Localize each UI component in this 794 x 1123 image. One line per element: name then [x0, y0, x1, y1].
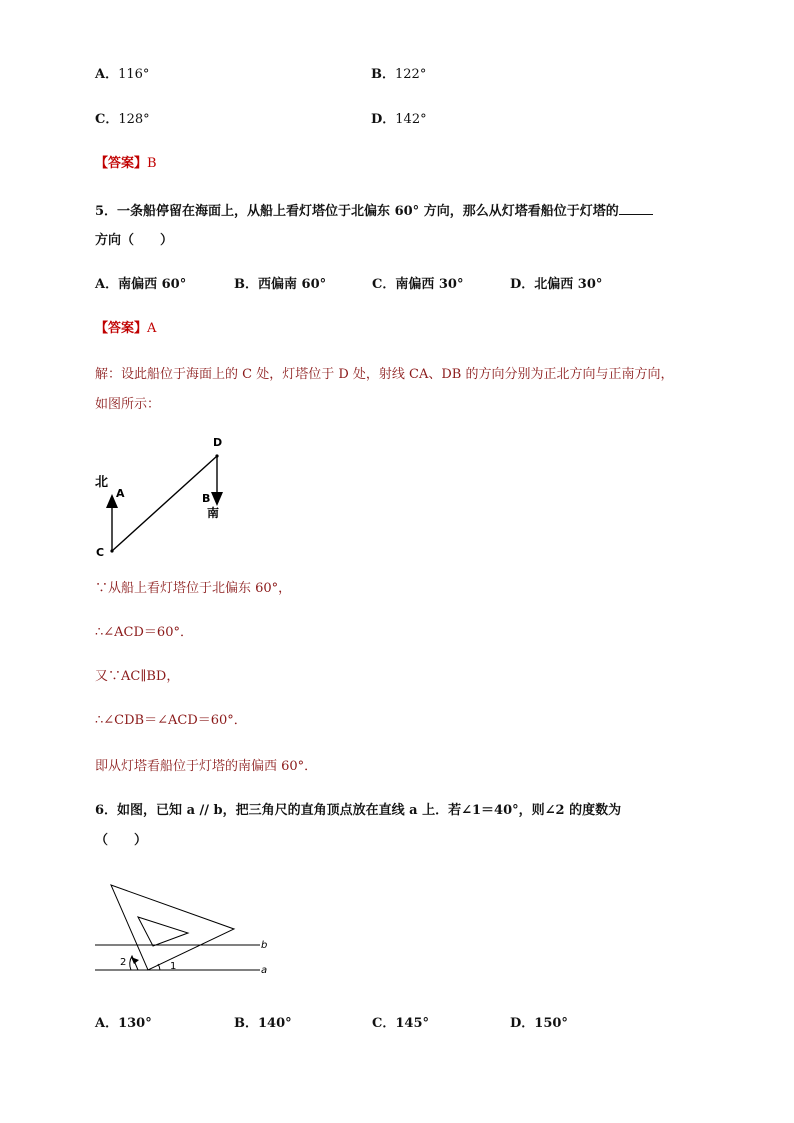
q5-option-c: C．南偏西 30°	[372, 277, 464, 292]
triangle-ruler-inner	[138, 917, 188, 946]
q5-stem-line2: 方向（ ）	[95, 233, 174, 248]
angle-2-arrow-icon	[131, 957, 139, 964]
q4-answer: 【答案】B	[95, 156, 157, 171]
q5-option-d: D．北偏西 30°	[510, 277, 603, 292]
label-a: a	[261, 965, 268, 976]
q5-option-b: B．西偏南 60°	[234, 277, 327, 292]
q6-stem-line2: （ ）	[95, 833, 148, 848]
south-arrow-icon	[211, 492, 223, 506]
q6-triangle-ruler-figure	[90, 875, 290, 985]
label-a: A	[116, 487, 125, 500]
q6-option-c: C．145°	[372, 1016, 429, 1031]
q6-option-d: D．150°	[510, 1016, 568, 1031]
q5-step-3: 又∵AC∥BD，	[95, 669, 180, 684]
q4-option-b: B．122°	[371, 67, 427, 82]
point-c	[110, 549, 113, 552]
q4-option-a: A．116°	[95, 67, 150, 82]
angle-1-label: 1	[170, 961, 177, 972]
q5-step-4: ∴∠CDB＝∠ACD＝60°．	[95, 713, 247, 728]
q4-option-c: C．128°	[95, 112, 150, 127]
q5-step-1: ∵从船上看灯塔位于北偏东 60°，	[95, 581, 292, 596]
triangle-ruler-outer	[111, 885, 234, 970]
q5-step-5: 即从灯塔看船位于灯塔的南偏西 60°．	[95, 759, 318, 774]
q5-stem-line1: 5．一条船停留在海面上，从船上看灯塔位于北偏东 60° 方向，那么从灯塔看船位于灯塔的	[95, 201, 653, 221]
q5-answer-blank	[619, 201, 653, 215]
q5-answer: 【答案】A	[95, 321, 157, 336]
north-label: 北	[95, 475, 109, 490]
q4-option-d: D．142°	[371, 112, 427, 127]
label-c: C	[96, 546, 105, 559]
label-b: b	[261, 940, 268, 951]
q5-compass-figure	[90, 430, 250, 560]
label-d: D	[213, 436, 223, 449]
q6-stem-line1: 6．如图，已知 a // b，把三角尺的直角顶点放在直线 a 上．若∠1＝40°，则∠2 的度数为	[95, 803, 622, 818]
q5-option-a: A．南偏西 60°	[95, 277, 187, 292]
label-b: B	[202, 492, 211, 505]
q6-option-a: A．130°	[95, 1016, 152, 1031]
south-label: 南	[207, 506, 220, 520]
q5-solution-line2: 如图所示：	[95, 397, 161, 412]
q6-option-b: B．140°	[234, 1016, 292, 1031]
q5-step-2: ∴∠ACD＝60°．	[95, 625, 193, 640]
point-d	[215, 454, 218, 457]
angle-2-label: 2	[120, 957, 127, 968]
q5-solution-line1: 解：设此船位于海面上的 C 处，灯塔位于 D 处，射线 CA、DB 的方向分别为正北方向与正南方向，	[95, 367, 674, 382]
